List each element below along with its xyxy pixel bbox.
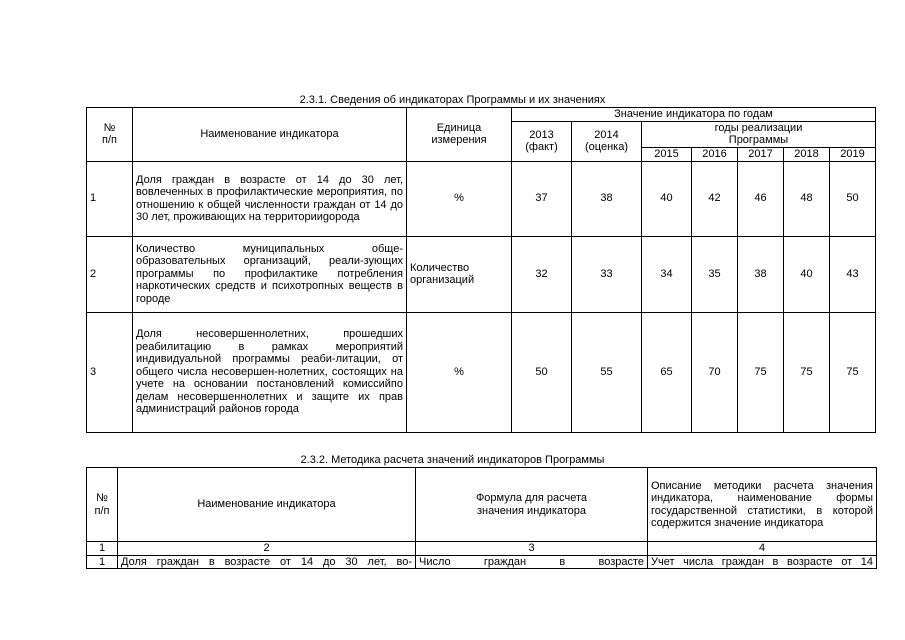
row-value-2018: 40 xyxy=(784,236,830,312)
row-value-2014: 55 xyxy=(572,312,642,432)
row-num: 1 xyxy=(87,555,118,569)
header-formula: Формула для расчета значения индикатора xyxy=(416,468,648,542)
row-indicator-name: Количество муниципальных обще-образовательных организаций, реали-зующих программы по профилактике потребления наркотических средств и психотропных веществ в городе xyxy=(133,236,407,312)
col-number-1: 1 xyxy=(87,542,118,556)
row-indicator-name: Доля граждан в возрасте от 14 до 30 лет, во- xyxy=(118,555,416,569)
row-num: 1 xyxy=(87,161,133,236)
row-value-2016: 35 xyxy=(692,236,738,312)
col-number-4: 4 xyxy=(648,542,877,556)
header-indicator-name: Наименование индикатора xyxy=(133,108,407,162)
row-unit: % xyxy=(407,161,512,236)
row-value-2013: 32 xyxy=(512,236,572,312)
header-values-by-year: Значение индикатора по годам xyxy=(512,108,876,122)
row-value-2019: 50 xyxy=(830,161,876,236)
row-value-2018: 75 xyxy=(784,312,830,432)
methodology-table xyxy=(86,467,877,569)
col-number-2: 2 xyxy=(118,542,416,556)
table-row xyxy=(87,312,876,432)
header-year-2019: 2019 xyxy=(830,147,876,161)
table-row xyxy=(87,161,876,236)
row-description: Учет числа граждан в возрасте от 14 xyxy=(648,555,877,569)
table-row xyxy=(87,236,876,312)
row-num: 3 xyxy=(87,312,133,432)
row-unit: Количество организаций xyxy=(407,236,512,312)
row-value-2015: 34 xyxy=(642,236,692,312)
table-row xyxy=(87,555,877,569)
row-value-2015: 65 xyxy=(642,312,692,432)
header-num: № п/п xyxy=(87,108,133,162)
row-value-2017: 46 xyxy=(738,161,784,236)
header-description: Описание методики расчета значения индикатора, наименование формы государственной статистики, в которой содержится значение индикатора xyxy=(648,468,877,542)
header-year-2013: 2013 (факт) xyxy=(512,121,572,161)
header-year-2017: 2017 xyxy=(738,147,784,161)
row-value-2014: 33 xyxy=(572,236,642,312)
header-num: № п/п xyxy=(87,468,118,542)
row-unit: % xyxy=(407,312,512,432)
header-unit: Единица измерения xyxy=(407,108,512,162)
row-num: 2 xyxy=(87,236,133,312)
row-value-2019: 43 xyxy=(830,236,876,312)
row-value-2016: 42 xyxy=(692,161,738,236)
section-1-title: 2.3.1. Сведения об индикаторах Программы и их значениях xyxy=(299,94,606,106)
header-implementation-years: годы реализации Программы xyxy=(642,121,876,147)
header-year-2015: 2015 xyxy=(642,147,692,161)
row-value-2015: 40 xyxy=(642,161,692,236)
row-value-2013: 37 xyxy=(512,161,572,236)
col-number-3: 3 xyxy=(416,542,648,556)
header-year-2014: 2014 (оценка) xyxy=(572,121,642,161)
header-year-2018: 2018 xyxy=(784,147,830,161)
row-indicator-name: Доля несовершеннолетних, прошедших реабилитацию в рамках мероприятий индивидуальной программы реаби-литации, от общего числа несовершен-нолетних, состоящих на учете на основании постановлений комиссийпо делам несовершеннолетних и защите их прав администраций районов города xyxy=(133,312,407,432)
row-value-2014: 38 xyxy=(572,161,642,236)
row-indicator-name: Доля граждан в возрасте от 14 до 30 лет, вовлеченных в профилактические мероприятия, по отношению к общей численности граждан от 14 до 30 лет, проживающих на территорииgорода xyxy=(133,161,407,236)
indicators-table xyxy=(86,107,876,433)
header-indicator-name: Наименование индикатора xyxy=(118,468,416,542)
row-value-2017: 75 xyxy=(738,312,784,432)
row-value-2018: 48 xyxy=(784,161,830,236)
row-value-2019: 75 xyxy=(830,312,876,432)
section-2-title: 2.3.2. Методика расчета значений индикаторов Программы xyxy=(300,454,605,466)
row-formula: Число граждан в возрасте xyxy=(416,555,648,569)
row-value-2017: 38 xyxy=(738,236,784,312)
row-value-2013: 50 xyxy=(512,312,572,432)
row-value-2016: 70 xyxy=(692,312,738,432)
header-year-2016: 2016 xyxy=(692,147,738,161)
